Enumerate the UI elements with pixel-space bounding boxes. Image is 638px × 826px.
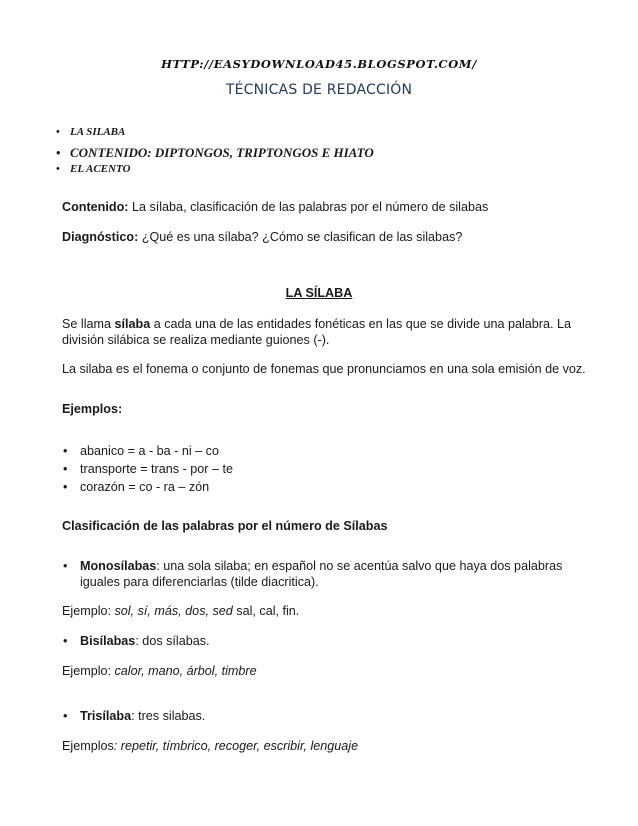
section-heading: LA SÍLABA bbox=[285, 286, 353, 300]
topic-item: • CONTENIDO: DIPTONGOS, TRIPTONGOS E HIATO bbox=[56, 145, 374, 160]
topic-item: • LA SILABA bbox=[56, 126, 126, 138]
header-url: HTTP://EASYDOWNLOAD45.BLOGSPOT.COM/ bbox=[161, 57, 477, 71]
content-line: Contenido: La sílaba, clasificación de las palabras por el número de silabas bbox=[62, 200, 489, 214]
list-item-trisilaba: • Trisílaba: tres silabas. bbox=[63, 709, 206, 723]
list-item-monosilabas: • Monosílabas: una sola silaba; en español no se acentúa salvo que haya dos palabras iguales para diferenciarlas (tilde diacritica). bbox=[63, 559, 563, 589]
list-item-bisilabas: • Bisílabas: dos sílabas. bbox=[63, 634, 210, 648]
list-item: • abanico = a - ba - ni – co bbox=[63, 444, 219, 458]
example-line: Ejemplo: calor, mano, árbol, timbre bbox=[62, 664, 257, 678]
examples-label: Ejemplos: bbox=[62, 402, 123, 416]
list-item: • transporte = trans - por – te bbox=[63, 462, 233, 476]
topic-item: • EL ACENTO bbox=[56, 163, 131, 175]
page-title: TÉCNICAS DE REDACCIÓN bbox=[225, 82, 413, 98]
list-item: • corazón = co - ra – zón bbox=[63, 480, 210, 494]
diagnostic-line: Diagnóstico: ¿Qué es una sílaba? ¿Cómo se clasifican de las silabas? bbox=[62, 230, 463, 244]
definition-paragraph: Se llama sílaba a cada una de las entidades fonéticas en las que se divide una palabra. La división silábica se realiza mediante guiones (-). bbox=[62, 317, 571, 347]
example-line: Ejemplo: sol, sí, más, dos, sed sal, cal, fin. bbox=[62, 604, 300, 618]
classification-heading: Clasificación de las palabras por el número de Sílabas bbox=[62, 519, 388, 533]
example-line: Ejemplos: repetir, tímbrico, recoger, escribir, lenguaje bbox=[62, 739, 359, 753]
paragraph-text: La silaba es el fonema o conjunto de fonemas que pronunciamos en una sola emisión de voz. bbox=[62, 362, 586, 376]
